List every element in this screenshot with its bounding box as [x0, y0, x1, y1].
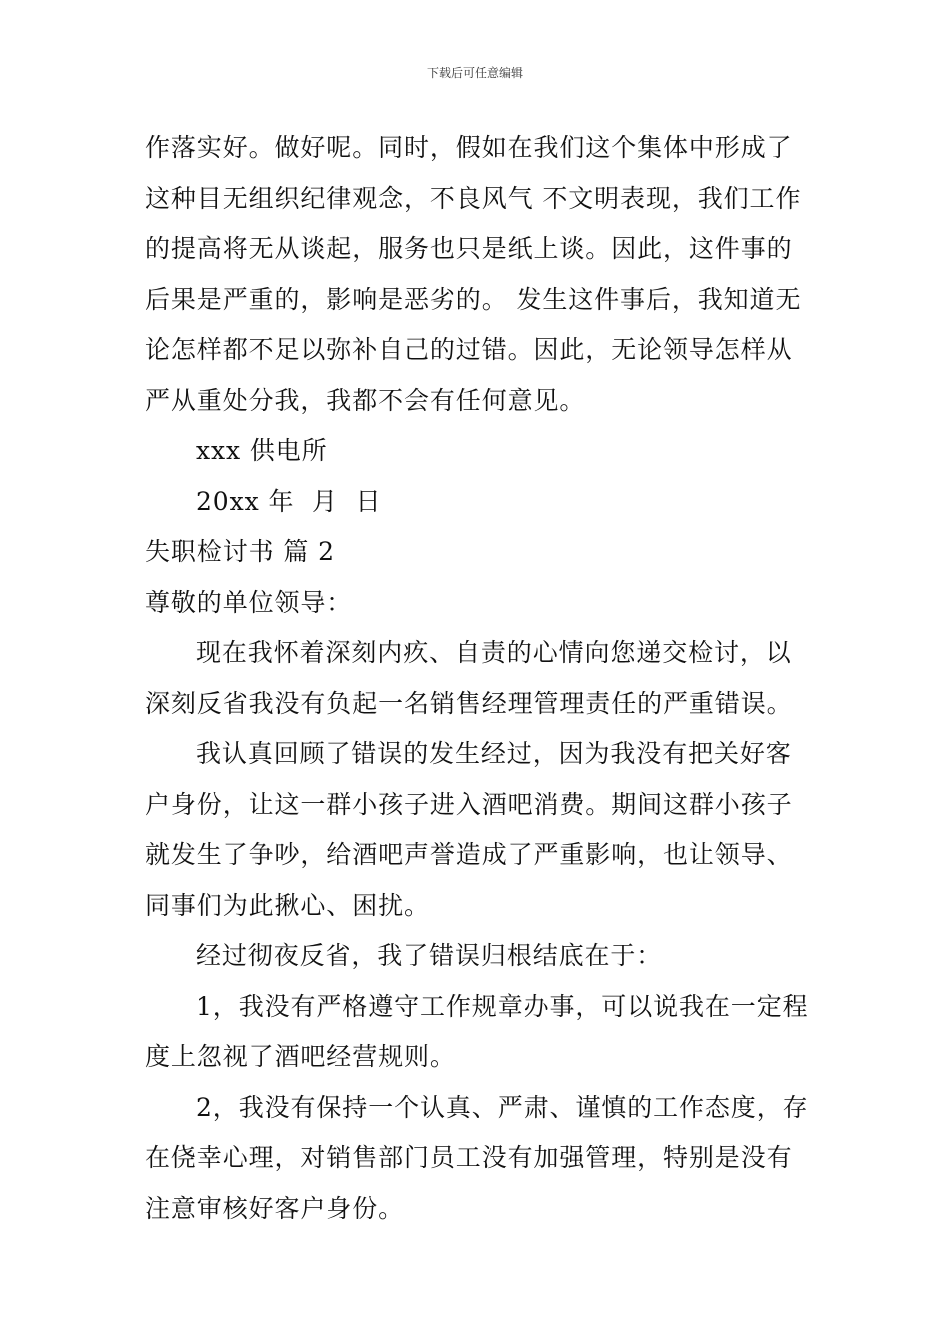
- text-line: 现在我怀着深刻内疚、自责的心情向您递交检讨，以: [196, 638, 792, 667]
- page-header: 下载后可任意编辑: [426, 66, 523, 80]
- text-line: 论怎样都不足以弥补自己的过错。因此，无论领导怎样从: [145, 335, 793, 364]
- document-body: [145, 123, 807, 1234]
- text-line: 作落实好。做好呢。同时，假如在我们这个集体中形成了: [145, 133, 793, 162]
- text-line: 2，我没有保持一个认真、严肃、谨慎的工作态度，存: [196, 1092, 809, 1122]
- text-line: 这种目无组织纪律观念，不良风气 不文明表现，我们工作: [145, 183, 802, 213]
- text-line: 就发生了争吵，给酒吧声誉造成了严重影响，也让领导、: [145, 840, 793, 869]
- date-line: 20xx 年 月 日: [196, 486, 382, 516]
- text-line: 深刻反省我没有负起一名销售经理管理责任的严重错误。: [145, 688, 793, 718]
- text-line: 同事们为此揪心、困扰。: [145, 890, 430, 920]
- text-line: 在侥幸心理，对销售部门员工没有加强管理，特别是没有: [145, 1143, 793, 1172]
- text-line: 1，我没有严格遵守工作规章办事，可以说我在一定程: [196, 991, 809, 1021]
- text-line: 我认真回顾了错误的发生经过，因为我没有把关好客: [196, 739, 792, 768]
- section-title: 失职检讨书 篇 2: [145, 537, 335, 566]
- text-line: 户身份，让这一群小孩子进入酒吧消费。期间这群小孩子: [145, 789, 793, 819]
- text-line: 后果是严重的，影响是恶劣的。 发生这件事后，我知道无: [145, 284, 802, 314]
- organization-signature: xxx 供电所: [196, 436, 328, 465]
- text-line: 度上忽视了酒吧经营规则。: [145, 1042, 456, 1071]
- salutation: 尊敬的单位领导：: [145, 587, 353, 617]
- text-line: 严从重处分我，我都不会有任何意见。: [145, 385, 586, 415]
- text-line: 经过彻夜反省，我了错误归根结底在于：: [196, 941, 663, 970]
- text-line: 注意审核好客户身份。: [145, 1193, 405, 1223]
- text-line: 的提高将无从谈起，服务也只是纸上谈。因此，这件事的: [145, 234, 793, 263]
